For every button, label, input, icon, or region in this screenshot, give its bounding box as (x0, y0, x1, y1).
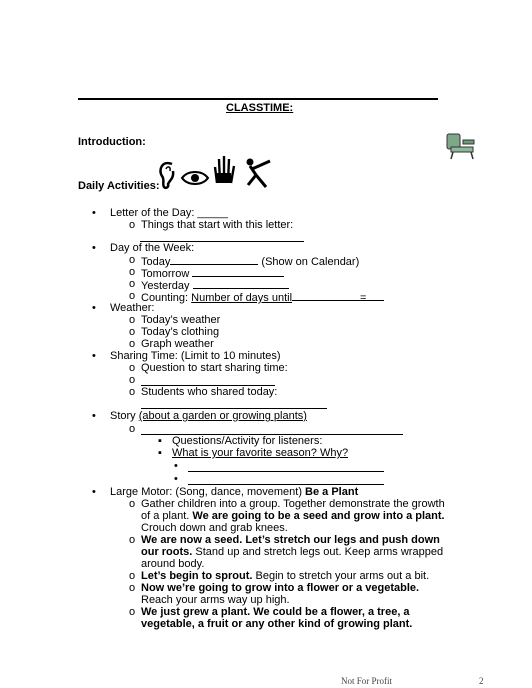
favorite-season-question: What is your favorite season? Why? (172, 447, 349, 459)
sub-bullet: o (129, 582, 136, 594)
counting-line: Counting: Number of days until = (141, 291, 390, 305)
motor-step-1c: Crouch down and grab knees. (141, 522, 288, 534)
sub-bullet: o (129, 266, 136, 278)
bullet: • (92, 350, 96, 362)
blank-line (188, 475, 384, 485)
today-line: Today (Show on Calendar) (141, 256, 360, 268)
motor-step-2b: our roots. Stand up and stretch legs out. Keep arms wrapped (141, 546, 444, 558)
blank-line (141, 399, 327, 409)
blank-line (141, 376, 275, 386)
page-number: 2 (479, 676, 484, 686)
ear-icon (158, 160, 178, 190)
sub-bullet: o (129, 338, 136, 350)
students-shared: Students who shared today: (141, 386, 278, 398)
page-title: CLASSTIME: (226, 102, 294, 114)
todays-clothing: Today’s clothing (141, 326, 220, 338)
sub-bullet: o (129, 498, 136, 510)
sub-bullet: o (129, 278, 136, 290)
sub-bullet: o (129, 374, 136, 386)
motor-step-1: Gather children into a group. Together demonstrate the growth (141, 498, 445, 510)
motor-step-2: We are now a seed. Let’s stretch our legs and push down (141, 534, 440, 546)
hand-icon (211, 153, 237, 185)
blank-line (188, 462, 384, 472)
sub-bullet: o (129, 606, 136, 618)
motor-step-2c: around body. (141, 558, 205, 570)
motor-step-3: Let’s begin to sprout. Begin to stretch your arms out a bit. (141, 570, 430, 582)
story-line: Story (about a garden or growing plants) (110, 410, 307, 422)
yesterday-line: Yesterday (141, 279, 289, 293)
sub-bullet: o (129, 326, 136, 338)
eye-icon (180, 170, 210, 186)
bullet: • (174, 460, 178, 472)
sub-bullet: o (129, 290, 136, 302)
large-motor: Large Motor: (Song, dance, movement) Be a Plant (110, 486, 359, 498)
day-of-week: Day of the Week: (110, 242, 195, 254)
top-rule (78, 98, 438, 100)
bullet: • (92, 242, 96, 254)
tomorrow-line: Tomorrow (141, 267, 284, 281)
motor-step-4: Now we’re going to grow into a flower or a vegetable. (141, 582, 420, 594)
square-bullet: ▪ (158, 435, 162, 447)
sub-bullet: o (129, 534, 136, 546)
motor-step-1b: of a plant. We are going to be a seed and grow into a plant. (141, 510, 445, 522)
letter-of-day: Letter of the Day: _____ (110, 207, 229, 219)
bullet: • (92, 410, 96, 422)
daily-activities-heading: Daily Activities: (78, 180, 160, 192)
blank-line (141, 425, 403, 435)
bullet: • (92, 486, 96, 498)
sharing-question: Question to start sharing time: (141, 362, 288, 374)
footer-text: Not For Profit (341, 676, 393, 686)
sub-bullet: o (129, 570, 136, 582)
introduction-heading: Introduction: (78, 136, 146, 148)
sub-bullet: o (129, 362, 136, 374)
bullet: • (92, 207, 96, 219)
questions-activity: Questions/Activity for listeners: (172, 435, 323, 447)
sharing-time: Sharing Time: (Limit to 10 minutes) (110, 350, 281, 362)
bullet: • (174, 473, 178, 485)
square-bullet: ▪ (158, 447, 162, 459)
motor-step-4b: Reach your arms way up high. (141, 594, 290, 606)
body-motion-icon (240, 157, 274, 189)
sub-bullet: o (129, 423, 136, 435)
sub-bullet: o (129, 386, 136, 398)
graph-weather: Graph weather (141, 338, 214, 350)
sub-bullet: o (129, 219, 136, 231)
motor-step-5: We just grew a plant. We could be a flower, a tree, a (141, 606, 410, 618)
chair-desk-icon (445, 130, 477, 160)
sub-bullet: o (129, 314, 136, 326)
weather: Weather: (110, 302, 155, 314)
sub-bullet: o (129, 254, 136, 266)
letter-things: Things that start with this letter: (141, 219, 294, 231)
todays-weather: Today’s weather (141, 314, 221, 326)
motor-step-5b: vegetable, a fruit or any other kind of growing plant. (141, 618, 413, 630)
bullet: • (92, 302, 96, 314)
blank-line (140, 232, 304, 242)
